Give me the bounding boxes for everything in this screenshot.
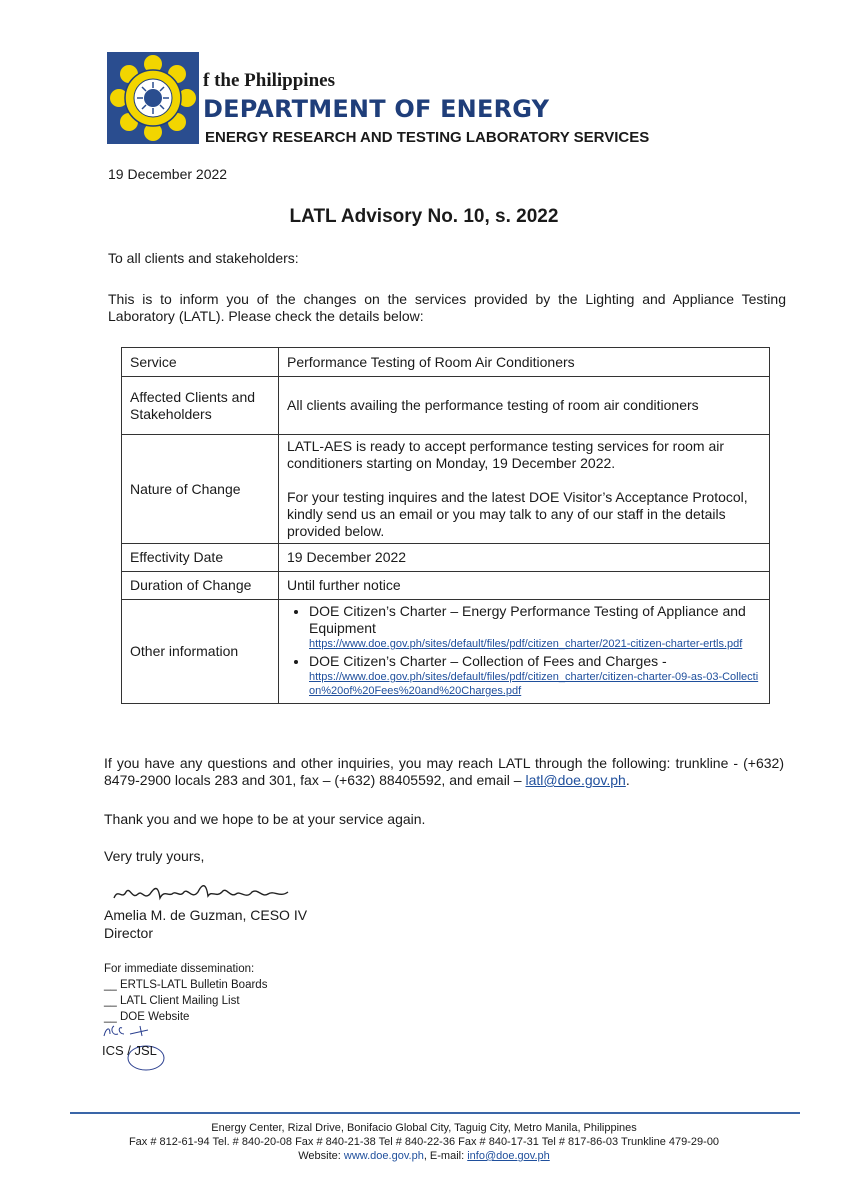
- service-value: Performance Testing of Room Air Conditioners: [279, 348, 770, 377]
- other-info-list: [287, 603, 761, 698]
- service-label: Service: [122, 348, 279, 377]
- signatory-title: Director: [104, 925, 154, 941]
- fees-item-text: • DOE Citizen’s Charter – Collection of Fees and Charges -: [309, 653, 667, 669]
- dissemination-heading: For immediate dissemination:: [104, 963, 255, 975]
- footer-address: Energy Center, Rizal Drive, Bonifacio Global City, Taguig City, Metro Manila, Philippines: [211, 1122, 637, 1134]
- doe-seal-icon: [107, 52, 199, 144]
- table-row: [122, 544, 770, 572]
- table-row: [122, 348, 770, 377]
- duration-value: Until further notice: [279, 572, 770, 600]
- affected-label: Affected Clients and Stakeholders: [122, 377, 279, 435]
- website-label: Website:: [298, 1150, 341, 1162]
- salutation: To all clients and stakeholders:: [108, 250, 299, 266]
- list-item: __ LATL Client Mailing List: [104, 995, 240, 1007]
- doe-logo: [107, 52, 199, 144]
- dissemination-item: DOE Website: [120, 1011, 190, 1023]
- nature-paragraph-2: For your testing inquires and the latest DOE Visitor’s Acceptance Protocol, kindly send us an email or you may talk to any of our staff in the details provided below.: [287, 489, 748, 539]
- header-country-line: f the Philippines: [203, 70, 335, 91]
- closing-paragraph: [104, 755, 784, 789]
- footer: [0, 1121, 848, 1163]
- intro-paragraph: This is to inform you of the changes on the services provided by the Lighting and Appliance Testing Laboratory (LATL). Please check the details below:: [108, 291, 786, 324]
- table-row: [122, 435, 770, 544]
- nature-value: [279, 435, 770, 544]
- email-label: , E-mail:: [423, 1150, 465, 1162]
- closing-end: .: [625, 772, 630, 788]
- footer-web: [0, 1149, 848, 1163]
- dissemination-item: ERTLS-LATL Bulletin Boards: [120, 979, 268, 991]
- charter-link[interactable]: https://www.doe.gov.ph/sites/default/files/pdf/citizen_charter/2021-citizen-charter-ertls.pdf: [309, 638, 743, 650]
- table-row: [122, 377, 770, 435]
- effectivity-value: 19 December 2022: [279, 544, 770, 572]
- letter-date: 19 December 2022: [108, 166, 228, 182]
- table-row: [122, 600, 770, 704]
- affected-value: All clients availing the performance testing of room air conditioners: [279, 377, 770, 435]
- effectivity-label: Effectivity Date: [122, 544, 279, 572]
- signature-icon: [112, 878, 302, 906]
- other-label: Other information: [122, 600, 279, 704]
- charter-item-text: • DOE Citizen’s Charter – Energy Performance Testing of Appliance and Equipment: [309, 603, 746, 636]
- thanks-line: Thank you and we hope to be at your service again.: [104, 811, 426, 827]
- table-row: [122, 572, 770, 600]
- valediction: Very truly yours,: [104, 848, 205, 864]
- nature-label: Nature of Change: [122, 435, 279, 544]
- footer-phones: Fax # 812-61-94 Tel. # 840-20-08 Fax # 840-21-38 Tel # 840-22-36 Fax # 840-17-31 Tel # 817-86-03 Trunkline 479-29-00: [128, 1136, 720, 1148]
- signatory-name: Amelia M. de Guzman, CESO IV: [104, 907, 308, 923]
- subunit-title: ENERGY RESEARCH AND TESTING LABORATORY SERVICES: [205, 129, 650, 146]
- footer-divider: [70, 1112, 800, 1114]
- initials-text: ICS / JSL: [102, 1043, 157, 1058]
- advisory-title: LATL Advisory No. 10, s. 2022: [289, 206, 559, 227]
- list-item: [309, 603, 761, 651]
- other-value: [279, 600, 770, 704]
- duration-label: Duration of Change: [122, 572, 279, 600]
- fees-link[interactable]: https://www.doe.gov.ph/sites/default/files/pdf/citizen_charter/citizen-charter-09-as-03-Collection%20of%20Fees%20and%20Charges.pdf: [309, 671, 759, 697]
- footer-email-link[interactable]: info@doe.gov.ph: [467, 1150, 550, 1162]
- dissemination-item: LATL Client Mailing List: [120, 995, 240, 1007]
- website-link[interactable]: www.doe.gov.ph: [343, 1150, 424, 1162]
- advisory-details-table: [121, 347, 770, 704]
- list-item: __ DOE Website: [104, 1011, 190, 1023]
- closing-text: If you have any questions and other inquiries, you may reach LATL through the following: trunkline - (+632) 8479-2900 locals 283 and 301, fax – (+632) 88405592, and email –: [104, 755, 784, 788]
- dissemination-block: [104, 961, 267, 1025]
- list-item: __ ERTLS-LATL Bulletin Boards: [104, 979, 268, 991]
- list-item: [309, 653, 761, 698]
- nature-paragraph-1: LATL-AES is ready to accept performance testing services for room air conditioners starting on Monday, 19 December 2022.: [287, 438, 725, 471]
- department-title: DEPARTMENT OF ENERGY: [203, 95, 550, 123]
- latl-email-link[interactable]: latl@doe.gov.ph: [525, 772, 626, 788]
